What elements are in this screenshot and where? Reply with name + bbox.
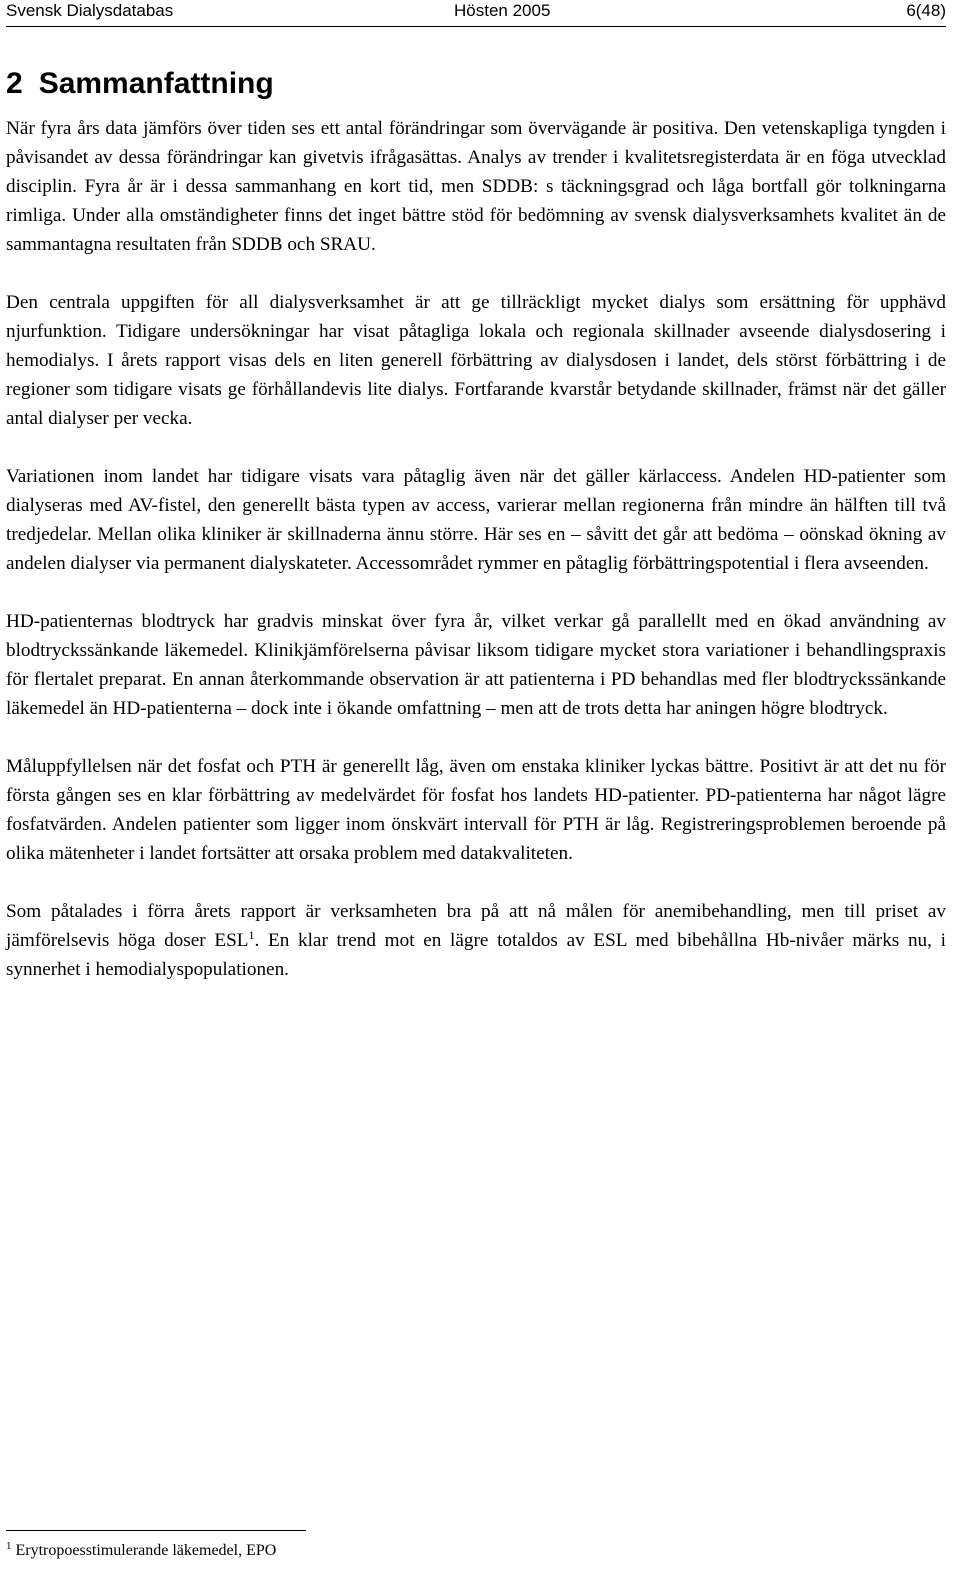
footnote-text: Erytropoesstimulerande läkemedel, EPO (15, 1542, 277, 1559)
body-text (6, 114, 946, 1013)
footnote-reference[interactable]: 1 (248, 928, 255, 942)
footnote-separator (6, 1530, 306, 1531)
paragraph-1: När fyra års data jämförs över tiden ses ett antal förändringar som övervägande är positiva. Den vetenskapliga tyngden i påvisandet av dessa förändringar kan givetvis ifrågasättas. Analys av trender i kvalitetsregisterdata är en föga utvecklad disciplin. Fyra år är i dessa sammanhang en kort tid, men SDDB: s täckningsgrad och låga bortfall gör tolkningarna rimliga. Under alla omständigheter finns det inget bättre stöd för bedömning av svensk dialysverksamhets kvalitet än de sammantagna resultaten från SDDB och SRAU. (6, 118, 946, 255)
document-page (6, 0, 946, 1589)
paragraph-6-part-1: Som påtalades i förra årets rapport är verksamheten bra på att nå målen för anemibehandling, men till priset av jämförelsevis höga doser ESL (6, 901, 946, 951)
paragraph-6-part-2: . En klar trend mot en lägre totaldos av ESL med bibehållna Hb-nivåer märks nu, i synnerhet i hemodialyspopulationen. (6, 930, 946, 980)
paragraph-5: Måluppfyllelsen när det fosfat och PTH är generellt låg, även om enstaka kliniker lyckas bättre. Positivt är att det nu för första gången ses en klar förbättring av medelvärdet för fosfat hos landets HD-patienter. PD-patienterna har något lägre fosfatvärden. Andelen patienter som ligger inom önskvärt intervall för PTH är låg. Registreringsproblemen beroende på olika mätenheter i landet fortsätter att orsaka problem med datakvaliteten. (6, 756, 946, 864)
section-title: Sammanfattning (38, 67, 274, 100)
header-publisher: Svensk Dialysdatabas (6, 1, 174, 20)
paragraph-6 (6, 897, 946, 984)
section-heading (6, 66, 274, 102)
footnote-number: 1 (6, 1540, 12, 1552)
footnote (6, 1540, 276, 1562)
section-number: 2 (6, 67, 23, 100)
paragraph-4: HD-patienternas blodtryck har gradvis minskat över fyra år, vilket verkar gå parallellt med en ökad användning av blodtryckssänkande läkemedel. Klinikjämförelserna påvisar liksom tidigare mycket stora variationer i behandlingspraxis för flertalet preparat. En annan återkommande observation är att patienterna i PD behandlas med fler blodtryckssänkande läkemedel än HD-patienterna – dock inte i ökande omfattning – men att de trots detta har aningen högre blodtryck. (6, 611, 946, 719)
paragraph-3: Variationen inom landet har tidigare visats vara påtaglig även när det gäller kärlaccess. Andelen HD-patienter som dialyseras med AV-fistel, den generellt bästa typen av access, varierar mellan regionerna från mindre än hälften till två tredjedelar. Mellan olika kliniker är skillnaderna ännu större. Här ses en – såvitt det går att bedöma – oönskad ökning av andelen dialyser via permanent dialyskateter. Accessområdet rymmer en påtaglig förbättringspotential i flera avseenden. (6, 466, 946, 574)
page-header (6, 0, 946, 27)
header-page-number: 6(48) (906, 1, 946, 20)
header-edition: Hösten 2005 (454, 1, 551, 20)
paragraph-2: Den centrala uppgiften för all dialysverksamhet är att ge tillräckligt mycket dialys som ersättning för upphävd njurfunktion. Tidigare undersökningar har visat påtagliga lokala och regionala skillnader avseende dialysdosering i hemodialys. I årets rapport visas dels en liten generell förbättring av dialysdosen i landet, dels störst förbättring i de regioner som tidigare visats ge förhållandevis lite dialys. Fortfarande kvarstår betydande skillnader, främst när det gäller antal dialyser per vecka. (6, 292, 946, 429)
